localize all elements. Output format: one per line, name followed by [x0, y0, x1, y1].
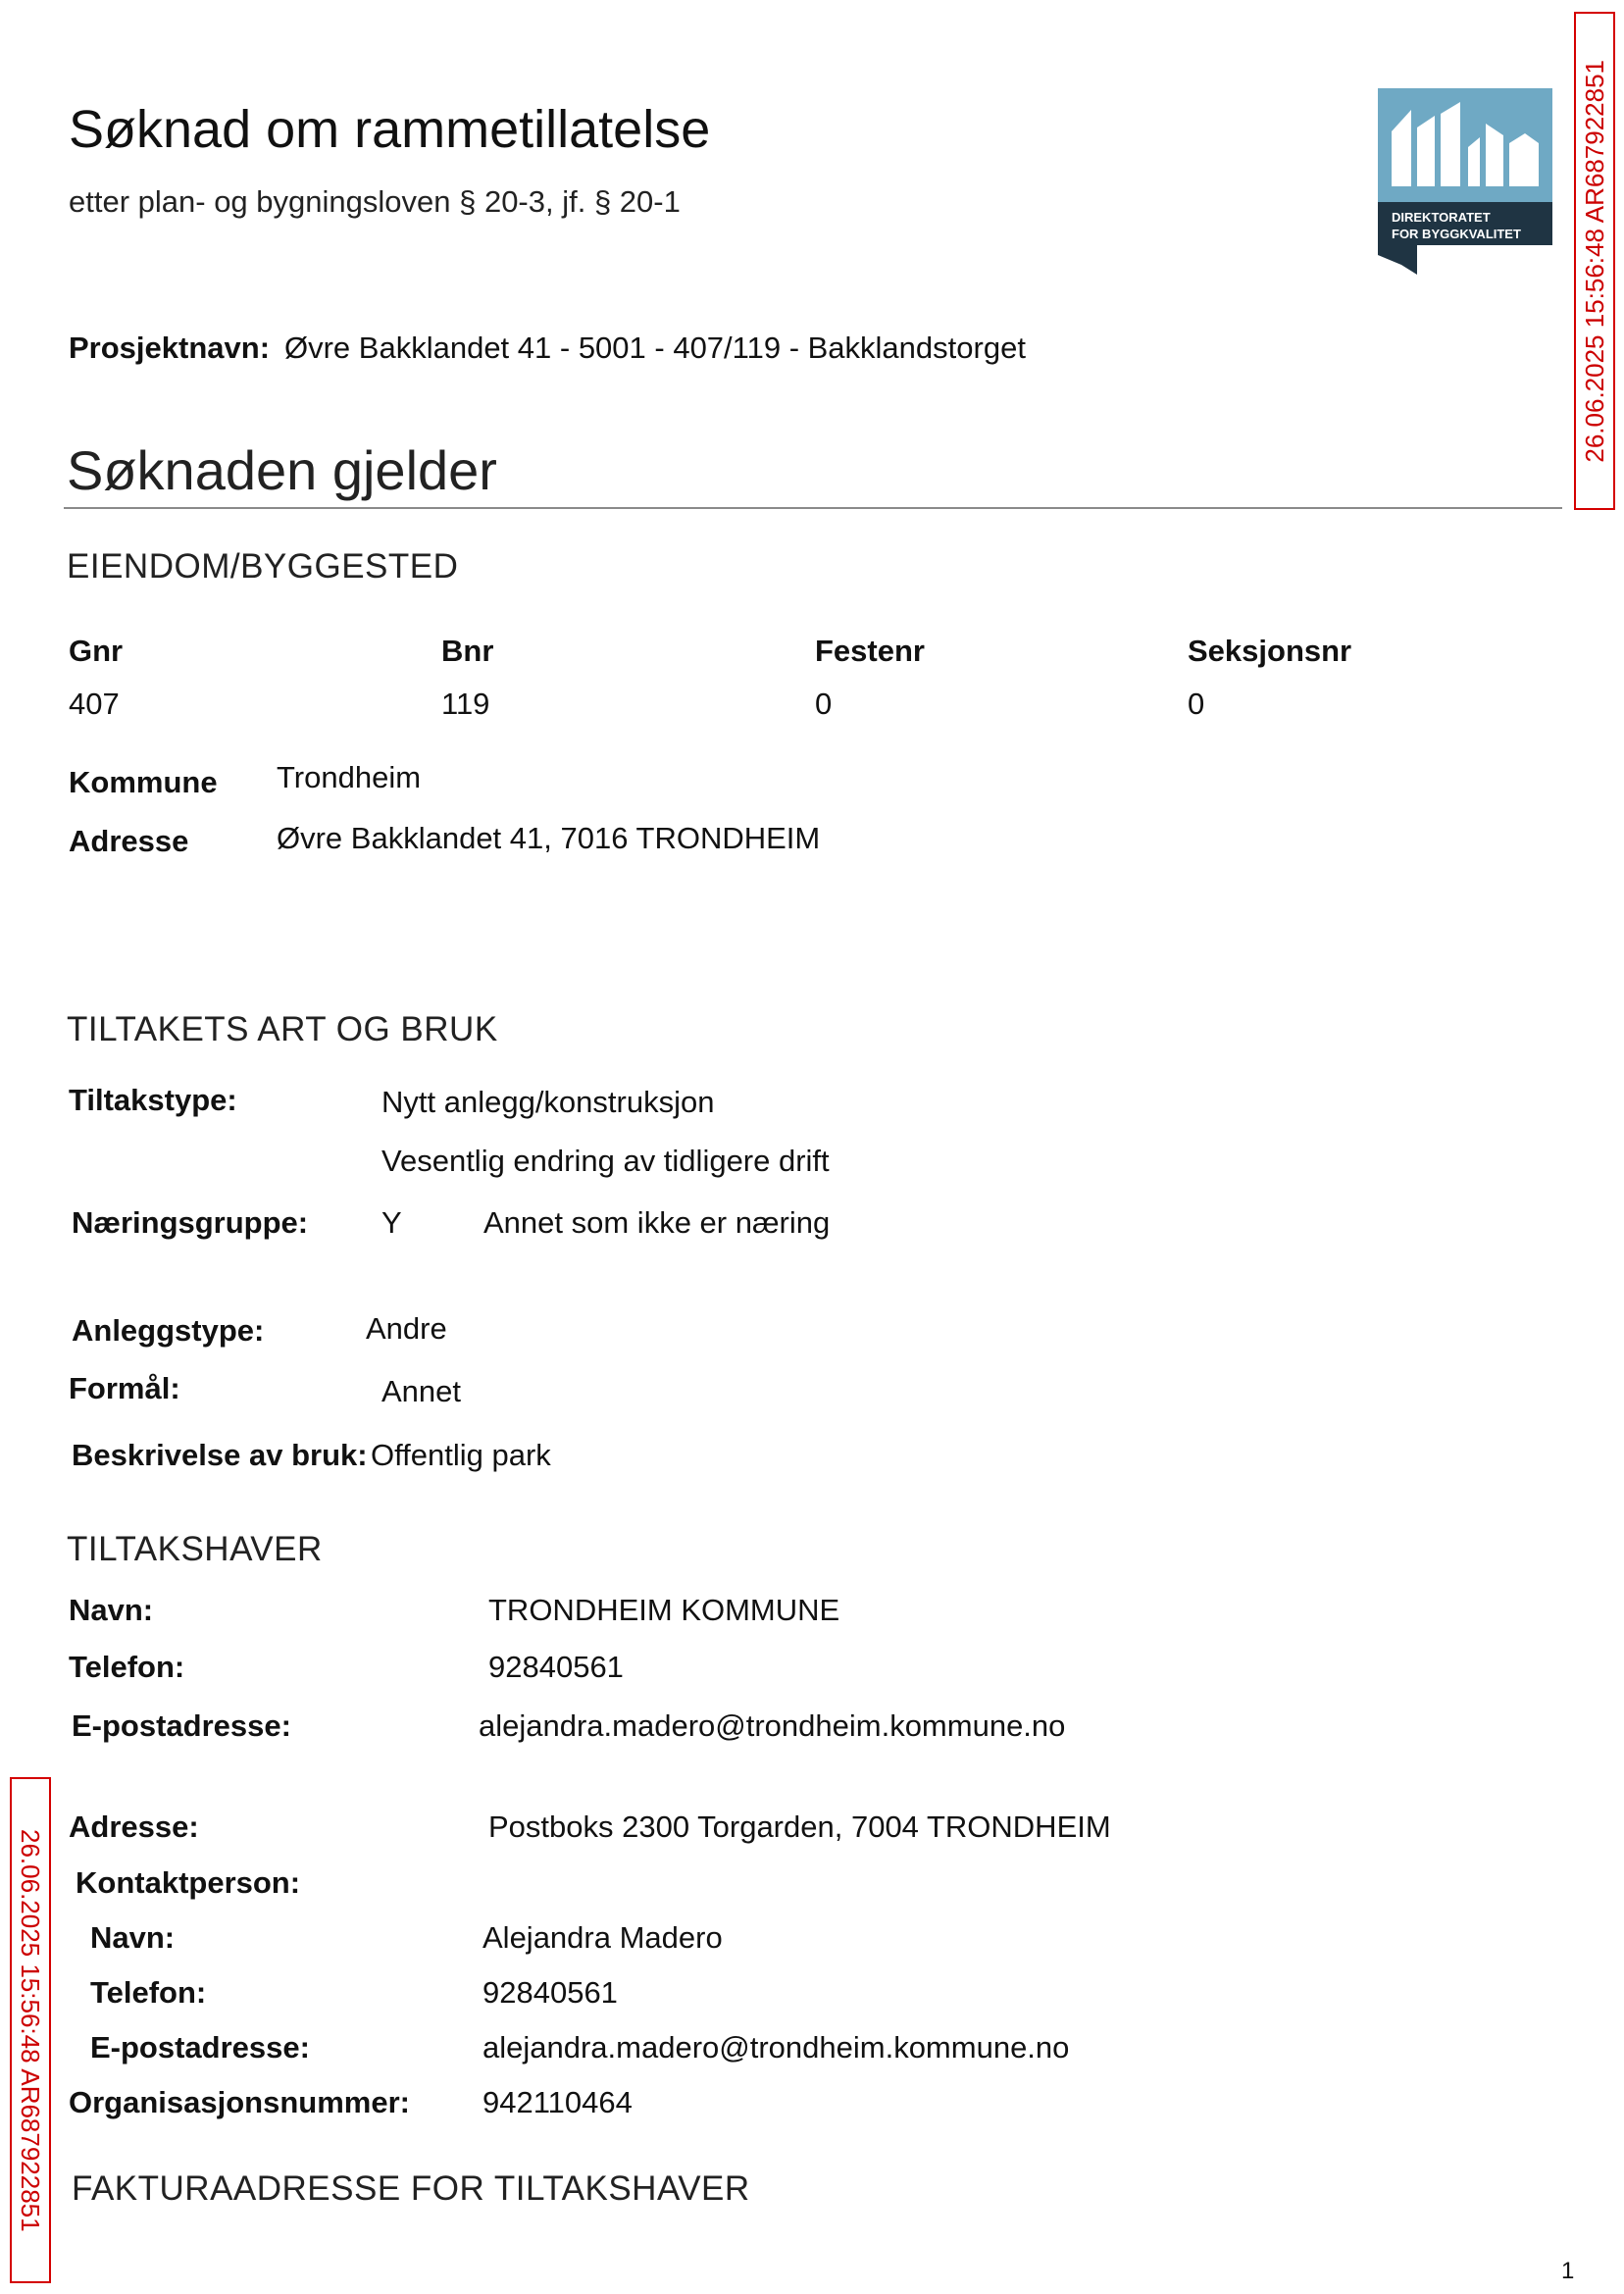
document-subtitle: etter plan- og bygningsloven § 20-3, jf. § 20-1	[69, 184, 681, 219]
tiltakshaver-telefon-value: 92840561	[488, 1650, 624, 1684]
naeringsgruppe-text: Annet som ikke er næring	[483, 1205, 831, 1240]
eiendom-adresse-value: Øvre Bakklandet 41, 7016 TRONDHEIM	[277, 821, 821, 855]
tiltakstype-label: Tiltakstype:	[69, 1083, 237, 1117]
bnr-value: 119	[441, 687, 490, 721]
tiltakshaver-heading: TILTAKSHAVER	[67, 1530, 323, 1568]
section-title: Søknaden gjelder	[67, 439, 497, 501]
section-divider	[64, 507, 1562, 509]
tiltakshaver-navn-value: TRONDHEIM KOMMUNE	[488, 1593, 840, 1627]
festenr-value: 0	[815, 687, 833, 721]
tiltakshaver-adresse-label: Adresse:	[69, 1810, 199, 1844]
document-stamp-top: 26.06.2025 15:56:48 AR687922851	[1574, 12, 1615, 510]
document-stamp-side: 26.06.2025 15:56:48 AR687922851	[10, 1777, 51, 2283]
tiltakstype-value-2: Vesentlig endring av tidligere drift	[381, 1144, 830, 1178]
kontaktperson-navn-value: Alejandra Madero	[482, 1920, 723, 1955]
naeringsgruppe-code: Y	[381, 1205, 402, 1240]
organisasjonsnummer-value: 942110464	[482, 2085, 633, 2119]
bruk-value: Offentlig park	[371, 1438, 551, 1472]
kontaktperson-navn-label: Navn:	[90, 1920, 176, 1955]
eiendom-adresse-label: Adresse	[69, 824, 189, 858]
kontaktperson-label: Kontaktperson:	[76, 1865, 301, 1900]
tiltakshaver-navn-label: Navn:	[69, 1593, 154, 1627]
seksjonsnr-value: 0	[1188, 687, 1205, 721]
anleggstype-value: Andre	[366, 1311, 447, 1346]
bnr-label: Bnr	[441, 634, 494, 668]
tiltakshaver-adresse-value: Postboks 2300 Torgarden, 7004 TRONDHEIM	[488, 1810, 1111, 1844]
svg-text:DIREKTORATET: DIREKTORATET	[1392, 210, 1491, 225]
tiltakstype-value-1: Nytt anlegg/konstruksjon	[381, 1085, 715, 1119]
anleggstype-label: Anleggstype:	[72, 1313, 265, 1348]
gnr-value: 407	[69, 687, 120, 721]
organisasjonsnummer-label: Organisasjonsnummer:	[69, 2085, 410, 2119]
kontaktperson-telefon-value: 92840561	[482, 1975, 618, 2010]
bruk-label: Beskrivelse av bruk:	[72, 1438, 368, 1472]
formal-value: Annet	[381, 1374, 462, 1408]
kommune-label: Kommune	[69, 765, 218, 799]
dibk-logo	[1378, 88, 1552, 275]
kontaktperson-epost-label: E-postadresse:	[90, 2030, 310, 2065]
kontaktperson-epost-value: alejandra.madero@trondheim.kommune.no	[482, 2030, 1070, 2065]
festenr-label: Festenr	[815, 634, 925, 668]
svg-text:FOR BYGGKVALITET: FOR BYGGKVALITET	[1392, 227, 1521, 241]
document-title: Søknad om rammetillatelse	[69, 100, 711, 159]
tiltak-heading: TILTAKETS ART OG BRUK	[67, 1010, 498, 1048]
seksjonsnr-label: Seksjonsnr	[1188, 634, 1352, 668]
naeringsgruppe-label: Næringsgruppe:	[72, 1205, 309, 1240]
page-number: 1	[1561, 2258, 1575, 2284]
tiltakshaver-epost-label: E-postadresse:	[72, 1708, 291, 1743]
kommune-value: Trondheim	[277, 760, 422, 794]
eiendom-heading: EIENDOM/BYGGESTED	[67, 547, 459, 586]
project-name-value: Øvre Bakklandet 41 - 5001 - 407/119 - Bakklandstorget	[284, 331, 1026, 365]
tiltakshaver-telefon-label: Telefon:	[69, 1650, 185, 1684]
kontaktperson-telefon-label: Telefon:	[90, 1975, 207, 2010]
gnr-label: Gnr	[69, 634, 124, 668]
dibk-logo-graphic	[1378, 88, 1552, 275]
tiltakshaver-epost-value: alejandra.madero@trondheim.kommune.no	[479, 1708, 1066, 1743]
faktura-heading: FAKTURAADRESSE FOR TILTAKSHAVER	[72, 2169, 750, 2208]
project-name-label: Prosjektnavn:	[69, 331, 271, 365]
formal-label: Formål:	[69, 1371, 180, 1405]
